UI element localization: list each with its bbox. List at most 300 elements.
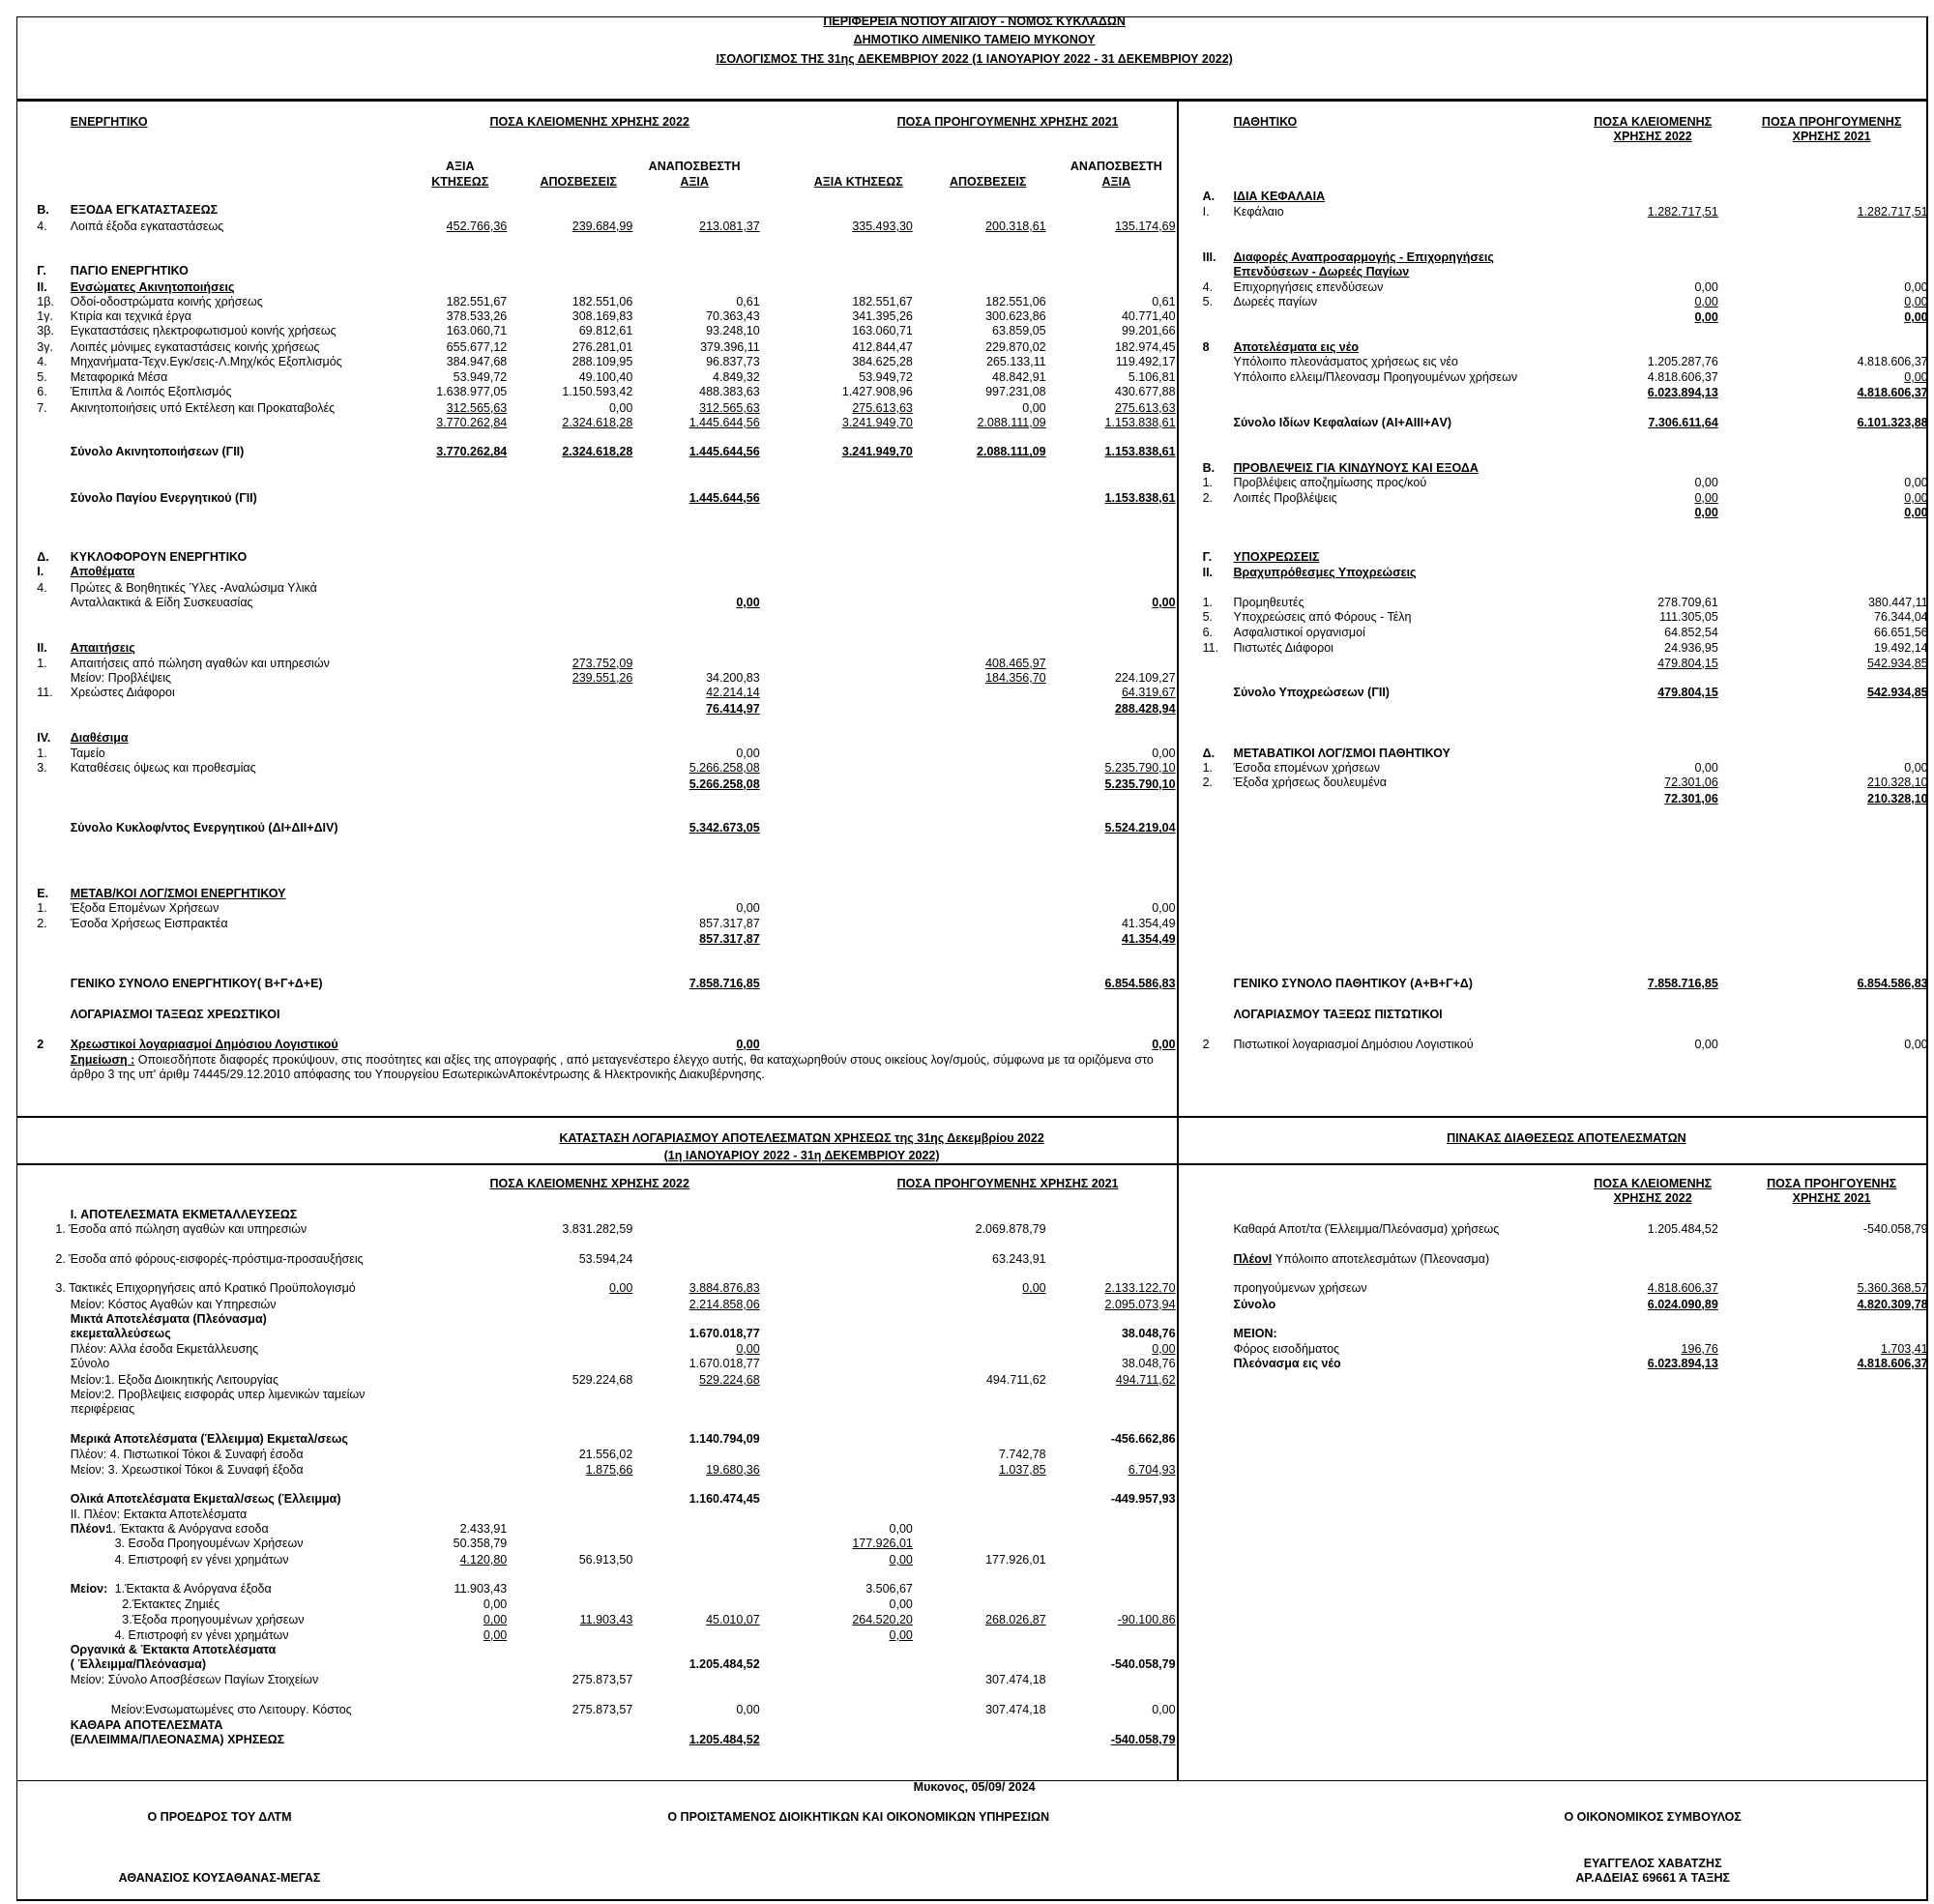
row-prefix: Πλέον:: [70, 1521, 110, 1536]
row-label: ΕΞΟΔΑ ΕΓΚΑΤΑΣΤΑΣΕΩΣ: [70, 203, 219, 218]
amount-cell: 4.818.606,37: [1857, 386, 1928, 400]
amount-cell: 1.282.717,51: [1857, 204, 1928, 219]
item-number: 2: [1202, 1037, 1210, 1051]
row-label: Σύνολο Ιδίων Κεφαλαίων (ΑΙ+ΑΙΙΙ+ΑV): [1233, 415, 1452, 429]
item-number: 6.: [37, 384, 47, 398]
row-label: Οδοί-οδοστρώματα κοινής χρήσεως: [70, 294, 263, 308]
amount-cell: 0,00: [1694, 760, 1718, 775]
income-title: ΚΑΤΑΣΤΑΣΗ ΛΟΓΑΡΙΑΣΜΟΥ ΑΠΟΤΕΛΕΣΜΑΤΩΝ ΧΡΗΣΕΩΣ της 31ης Δεκεμβρίου 2022: [559, 1130, 1044, 1145]
amount-cell: 177.926,01: [852, 1537, 913, 1551]
amount-cell: 1.703,41: [1880, 1341, 1928, 1356]
amount-cell: 4.818.606,37: [1857, 355, 1928, 369]
amount-cell: 1.140.794,09: [689, 1431, 760, 1446]
amount-cell: 0,00: [1904, 310, 1928, 325]
row-label: Υπόλοιπο ελλειμ/Πλεονασμ Προηγουμένων χρήσεων: [1233, 369, 1518, 384]
row-label: Μεταφορικά Μέσα: [70, 369, 168, 384]
amount-cell: 0,00: [889, 1521, 913, 1536]
amount-cell: 96.837,73: [706, 355, 760, 369]
amount-cell: 1.445.644,56: [689, 445, 760, 459]
amount-cell: 6.854.586,83: [1104, 977, 1176, 991]
item-number: 1.: [1202, 476, 1214, 490]
row-label: Μερικά Αποτελέσματα (Έλλειμμα) Εκμεταλ/σεως: [70, 1431, 348, 1446]
frame-left: [16, 16, 18, 1901]
item-number: 1.: [37, 746, 47, 760]
amount-cell: 6.024.090,89: [1647, 1297, 1718, 1311]
income-header-divider: [16, 1163, 1928, 1166]
amount-cell: 72.301,06: [1664, 791, 1718, 806]
item-number: IV.: [37, 731, 51, 746]
note-body: Οποιεσδήποτε διαφορές προκύψουν, στις ποσότητες και αξίες της απογραφής , από μεταγενέστερο έλεγχο αυτής, θα καταχωρηθούν στους οικείους λογ/σμούς, σύμφωνα με τα οριζόμενα στο άρθρο 3 της υπ' άριθμ 74445/29.12.2010 απόφασης του Υπουργείου ΕσωτερικώνΑποκέντρωσης & Ηλεκτρονικής Διακυβέρνησης.: [70, 1053, 1154, 1082]
item-number: Γ.: [37, 263, 46, 278]
amount-cell: 76.414,97: [706, 701, 760, 716]
item-number: Β.: [37, 203, 49, 218]
amount-cell: 2.133.122,70: [1104, 1281, 1176, 1296]
row-label: ΜΕΤΑΒΑΤΙΚΟΙ ΛΟΓ/ΣΜΟΙ ΠΑΘΗΤΙΚΟΥ: [1233, 746, 1450, 760]
row-label: Ταμείο: [70, 746, 105, 760]
statement-title: ΙΣΟΛΟΓΙΣΜΟΣ ΤΗΣ 31ης ΔΕΚΕΜΒΡΙΟΥ 2022 (1 ΙΑΝΟΥΑΡΙΟΥ 2022 - 31 ΔΕΚΕΜΒΡΙΟΥ 2022): [716, 51, 1233, 66]
row-label: Αποθέματα: [70, 565, 135, 579]
amount-cell: 5.235.790,10: [1104, 760, 1176, 775]
column-header: ΑΠΟΣΒΕΣΕΙΣ: [949, 175, 1027, 190]
item-number: III.: [1202, 249, 1216, 264]
amount-cell: 210.328,10: [1867, 776, 1928, 790]
row-label: εκεμεταλλεύσεως: [70, 1327, 171, 1341]
amount-cell: 0,00: [1152, 746, 1176, 760]
amount-cell: 182.551,67: [446, 294, 508, 308]
row-label: (ΕΛΛΕΙΜΜΑ/ΠΛΕΟΝΑΣΜΑ) ΧΡΗΣΕΩΣ: [70, 1733, 285, 1747]
column-header: ΑΞΙΑ: [445, 159, 475, 173]
item-number: 1.: [37, 656, 47, 670]
amount-cell: 5.266.258,08: [689, 760, 760, 775]
row-label: Κεφάλαιο: [1233, 204, 1284, 219]
row-label: Μείον:Ενσωματωμένες στο Λειτουργ. Κόστος: [110, 1703, 352, 1717]
item-number: Β.: [1202, 461, 1216, 476]
amount-cell: 0,00: [1694, 310, 1718, 325]
amount-cell: 1.670.018,77: [689, 1327, 760, 1341]
amount-cell: 7.742,78: [998, 1448, 1046, 1462]
amount-cell: 163.060,71: [446, 324, 508, 338]
amount-cell: 1.153.838,61: [1104, 490, 1176, 505]
amount-cell: 0,00: [483, 1596, 508, 1611]
item-number: 3γ.: [37, 340, 53, 355]
amount-cell: 0,00: [483, 1613, 508, 1627]
item-number: 2: [37, 1037, 44, 1051]
amount-cell: 200.318,61: [985, 220, 1046, 234]
row-label: Σύνολο Ακινητοποιήσεων (ΓΙΙ): [70, 445, 245, 459]
amount-cell: 4.849,32: [713, 369, 760, 384]
row-label: Λοιπές Προβλέψεις: [1233, 490, 1337, 505]
amount-cell: 63.243,91: [992, 1251, 1046, 1266]
amount-cell: 2.088.111,09: [977, 445, 1046, 459]
amount-cell: 1.445.644,56: [689, 490, 760, 505]
row-label: Οργανικά & Έκτακτα Αποτελέσματα: [70, 1642, 277, 1656]
amount-cell: 1.445.644,56: [689, 415, 760, 429]
amount-cell: 182.974,45: [1114, 340, 1176, 355]
place-date: Μυκονος, 05/09/ 2024: [913, 1779, 1036, 1794]
amount-cell: 1.037,85: [998, 1462, 1046, 1477]
row-label: Μικτά Αποτελέσματα (Πλεόνασμα): [70, 1312, 267, 1327]
item-number: 6.: [1202, 625, 1214, 639]
row-label: Πλεόνασμα εις νέο: [1233, 1357, 1341, 1371]
item-number: II.: [37, 279, 47, 294]
row-label: 1. Έσοδα από πώληση αγαθών και υπηρεσιών: [55, 1222, 308, 1237]
row-label: 1. Έκτακτα & Ανόργανα εσοδα: [105, 1521, 269, 1536]
income-subtitle: (1η ΙΑΝΟΥΑΡΙΟΥ 2022 - 31η ΔΕΚΕΜΒΡΙΟΥ 2022): [663, 1148, 940, 1162]
row-label: Πλέον: Αλλα έσοδα Εκμετάλλευσης: [70, 1341, 259, 1356]
item-number: Δ.: [37, 549, 49, 564]
amount-cell: 0,00: [1152, 901, 1176, 916]
amount-cell: 275.873,57: [571, 1703, 633, 1717]
row-label: ΠΡΟΒΛΕΨΕΙΣ ΓΙΑ ΚΙΝΔΥΝΟΥΣ ΚΑΙ ΕΞΟΔΑ: [1233, 461, 1479, 476]
amount-cell: 378.533,26: [446, 309, 508, 324]
signatory-3-name: ΕΥΑΓΓΕΛΟΣ ΧΑΒΑΤΖΗΣ: [1583, 1856, 1722, 1870]
amount-cell: 64.319,67: [1121, 686, 1176, 700]
amount-cell: 0,00: [1904, 760, 1928, 775]
row-label: Λοιπά έξοδα εγκαταστάσεως: [70, 220, 224, 234]
amount-cell: 1.205.484,52: [689, 1657, 760, 1672]
item-number: 2.: [37, 916, 47, 930]
liabilities-heading: ΠΑΘΗΤΙΚΟ: [1233, 114, 1298, 129]
amount-cell: 4.820.309,78: [1857, 1297, 1928, 1311]
signatory-1-title: Ο ΠΡΟΕΔΡΟΣ ΤΟΥ ΔΛΤΜ: [147, 1810, 292, 1825]
amount-cell: 76.344,04: [1874, 610, 1928, 625]
amount-cell: 335.493,30: [852, 220, 913, 234]
row-label: Προβλέψεις αποζημίωσης προς/κού: [1233, 476, 1427, 490]
amount-cell: 273.752,09: [571, 656, 633, 670]
amount-cell: 0,00: [889, 1596, 913, 1611]
amount-cell: 0,00: [1694, 505, 1718, 519]
amount-cell: 379.396,11: [700, 340, 760, 355]
item-number: II.: [1202, 566, 1214, 580]
row-label: Σύνολο: [70, 1357, 110, 1371]
amount-cell: 69.812,61: [578, 324, 633, 338]
row-label: Μείον:1. Εξοδα Διοικητικής Λειτουργίας: [70, 1372, 278, 1387]
assets-period-2021: ΠΟΣΑ ΠΡΟΗΓΟΥΜΕΝΗΣ ΧΡΗΣΗΣ 2021: [896, 114, 1119, 129]
amount-cell: 64.852,54: [1664, 625, 1718, 639]
amount-cell: 38.048,76: [1121, 1327, 1176, 1341]
amount-cell: 1.875,66: [585, 1462, 633, 1477]
disposal-title: ΠΙΝΑΚΑΣ ΔΙΑΘΕΣΕΩΣ ΑΠΟΤΕΛΕΣΜΑΤΩΝ: [1447, 1130, 1686, 1145]
col-header-2021: ΠΟΣΑ ΠΡΟΗΓΟΥΜΕΝΗΣ: [1761, 114, 1902, 129]
amount-cell: 2.324.618,28: [562, 445, 633, 459]
amount-cell: 0,00: [1904, 490, 1928, 505]
amount-cell: 494.711,62: [1115, 1372, 1176, 1387]
amount-cell: 1.153.838,61: [1104, 445, 1176, 459]
item-number: I.: [37, 565, 44, 579]
amount-cell: 0,00: [1904, 369, 1928, 384]
amount-cell: 41.354,49: [1121, 932, 1176, 947]
amount-cell: 380.447,11: [1867, 596, 1928, 610]
amount-cell: 0,00: [1694, 490, 1718, 505]
amount-cell: 7.306.611,64: [1648, 415, 1718, 429]
amount-cell: 0,00: [1152, 1341, 1176, 1356]
row-label: Μηχανήματα-Τεχν.Εγκ/σεις-Λ.Μηχ/κός Εξοπλισμός: [70, 355, 342, 369]
signatory-3-license: ΑΡ.ΑΔΕΙΑΣ 69661 Ά ΤΑΞΗΣ: [1575, 1870, 1730, 1885]
amount-cell: 24.936,95: [1664, 641, 1718, 656]
amount-cell: 0,00: [889, 1552, 913, 1567]
amount-cell: 0,00: [736, 596, 760, 610]
amount-cell: 268.026,87: [985, 1613, 1046, 1627]
amount-cell: 40.771,40: [1121, 309, 1176, 324]
row-label: Πιστωτικοί λογαριασμοί Δημόσιου Λογιστικού: [1233, 1037, 1474, 1051]
row-label: Δωρεές παγίων: [1233, 294, 1318, 308]
amount-cell: 1.205.287,76: [1647, 355, 1718, 369]
item-number: 7.: [37, 400, 47, 415]
amount-cell: 4.818.606,37: [1647, 369, 1718, 384]
amount-cell: 0,00: [1152, 1703, 1176, 1717]
item-number: 5.: [1202, 610, 1214, 625]
amount-cell: 452.766,36: [446, 220, 508, 234]
amount-cell: 488.383,63: [699, 384, 760, 398]
amount-cell: 19.680,36: [706, 1462, 760, 1477]
amount-cell: 163.060,71: [852, 324, 913, 338]
amount-cell: 45.010,07: [706, 1613, 760, 1627]
column-divider: [1177, 99, 1179, 1780]
row-label: Έπιπλα & Λοιπός Εξοπλισμός: [70, 384, 232, 398]
row-label: Διαφορές Αναπροσαρμογής - Επιχορηγήσεις: [1233, 249, 1494, 264]
item-number: 1γ.: [37, 309, 53, 324]
header-divider: [16, 99, 1928, 102]
amount-cell: 0,00: [1904, 279, 1928, 294]
row-prefix: ΠλέονΙ: [1233, 1251, 1273, 1266]
amount-cell: -540.058,79: [1110, 1733, 1176, 1747]
col-header-2022: ΠΟΣΑ ΚΛΕΙΟΜΕΝΗΣ: [1594, 1176, 1713, 1190]
amount-cell: 857.317,87: [699, 916, 760, 930]
amount-cell: 1.282.717,51: [1647, 204, 1718, 219]
amount-cell: 384.625,28: [852, 355, 913, 369]
amount-cell: 1.205.484,52: [1647, 1222, 1718, 1237]
amount-cell: 529.224,68: [699, 1372, 760, 1387]
row-label: Ακινητοποιήσεις υπό Εκτέλεση και Προκαταβολές: [70, 400, 336, 415]
row-label: Μείον: Προβλέψεις: [70, 670, 171, 685]
amount-cell: 2.095.073,94: [1104, 1297, 1176, 1311]
item-number: Α.: [1202, 190, 1216, 204]
amount-cell: 4.120,80: [459, 1552, 508, 1567]
amount-cell: 3.770.262,84: [436, 415, 508, 429]
item-number: 11.: [37, 686, 53, 700]
row-label: Επενδύσεων - Δωρεές Παγίων: [1233, 265, 1410, 279]
row-label: Φόρος εισοδήματος: [1233, 1341, 1340, 1356]
amount-cell: 1.670.018,77: [689, 1357, 760, 1371]
amount-cell: 479.804,15: [1657, 656, 1718, 670]
amount-cell: 0,00: [889, 1627, 913, 1642]
note-text: [71, 1053, 1163, 1082]
amount-cell: 655.677,12: [446, 340, 508, 355]
amount-cell: 275.613,63: [1114, 400, 1176, 415]
row-label: ΙΔΙΑ ΚΕΦΑΛΑΙΑ: [1233, 190, 1326, 204]
row-label: 1.Έκτακτα & Ανόργανα έξοδα: [114, 1582, 272, 1596]
amount-cell: 210.328,10: [1867, 791, 1928, 806]
row-label: 4. Επιστροφή εν γένει χρημάτων: [114, 1552, 289, 1567]
amount-cell: 184.356,70: [985, 670, 1046, 685]
amount-cell: 3.506,67: [865, 1582, 913, 1596]
row-label: περιφέρειας: [70, 1402, 135, 1417]
item-number: 3β.: [37, 324, 54, 338]
item-number: 2.: [1202, 490, 1214, 505]
amount-cell: 4.818.606,37: [1857, 1357, 1928, 1371]
row-label: Υπόλοιπο πλεονάσματος χρήσεως εις νέο: [1233, 355, 1458, 369]
row-label: Μείον:2. Προβλεψεις εισφοράς υπερ λιμενικών ταμείων: [70, 1387, 366, 1401]
amount-cell: 3.831.282,59: [562, 1222, 633, 1237]
item-number: Γ.: [1202, 549, 1213, 564]
item-number: 5.: [1202, 294, 1214, 308]
row-label: 2. Έσοδα από φόρους-εισφορές-πρόστιμα-προσαυξήσεις: [55, 1251, 364, 1266]
amount-cell: 307.474,18: [985, 1703, 1046, 1717]
amount-cell: 312.565,63: [699, 400, 760, 415]
row-label: 2.Έκτακτες Ζημιές: [122, 1596, 220, 1611]
row-label: ΠΑΓΙΟ ΕΝΕΡΓΗΤΙΚΟ: [70, 263, 189, 278]
row-label: 3.Έξοδα προηγουμένων χρήσεων: [122, 1613, 305, 1627]
amount-cell: -540.058,79: [1862, 1222, 1928, 1237]
amount-cell: 307.474,18: [985, 1672, 1046, 1686]
column-header: ΑΝΑΠΟΣΒΕΣΤΗ: [648, 159, 741, 173]
amount-cell: 0,00: [483, 1627, 508, 1642]
row-label: Χρεώστες Διάφοροι: [70, 686, 175, 700]
amount-cell: 0,00: [736, 1703, 760, 1717]
amount-cell: 19.492,14: [1874, 641, 1928, 656]
row-label: Σύνολο Υποχρεώσεων (ΓΙΙ): [1233, 686, 1390, 700]
amount-cell: 182.551,06: [985, 294, 1046, 308]
item-number: 3.: [37, 760, 47, 775]
row-label: Προμηθευτές: [1233, 596, 1304, 610]
col-header-2022: ΠΟΣΑ ΚΛΕΙΟΜΕΝΗΣ: [1594, 114, 1713, 129]
amount-cell: 11.903,43: [579, 1613, 633, 1627]
row-prefix: Μείον:: [70, 1582, 108, 1596]
row-label: Κτιρία και τεχνικά έργα: [70, 309, 191, 324]
row-label: Έσοδα Χρήσεως Εισπρακτέα: [70, 916, 228, 930]
amount-cell: 6.101.323,88: [1857, 415, 1928, 429]
amount-cell: 857.317,87: [699, 932, 760, 947]
amount-cell: 6.023.894,13: [1647, 386, 1718, 400]
amount-cell: 182.551,67: [852, 294, 913, 308]
amount-cell: 2.324.618,28: [562, 415, 633, 429]
item-number: Δ.: [1202, 746, 1216, 760]
amount-cell: 997.231,08: [985, 384, 1046, 398]
amount-cell: 341.395,26: [852, 309, 913, 324]
signatory-2-title: Ο ΠΡΟΙΣΤΑΜΕΝΟΣ ΔΙΟΙΚΗΤΙΚΩΝ ΚΑΙ ΟΙΚΟΝΟΜΙΚΩΝ ΥΠΗΡΕΣΙΩΝ: [667, 1810, 1050, 1825]
amount-cell: 1.150.593,42: [562, 384, 633, 398]
amount-cell: -456.662,86: [1110, 1431, 1176, 1446]
amount-cell: 111.305,05: [1659, 610, 1718, 625]
amount-cell: 430.677,88: [1114, 384, 1176, 398]
amount-cell: 213.081,37: [699, 220, 760, 234]
signatory-1-name: ΑΘΑΝΑΣΙΟΣ ΚΟΥΣΑΘΑΝΑΣ-ΜΕΓΑΣ: [118, 1870, 321, 1885]
amount-cell: 0,00: [1904, 1037, 1928, 1051]
amount-cell: 0,00: [1694, 294, 1718, 308]
row-label: Πρώτες & Βοηθητικές Ύλες -Αναλώσιμα Υλικά: [70, 580, 317, 595]
amount-cell: 5.524.219,04: [1104, 821, 1176, 835]
assets-heading: ΕΝΕΡΓΗΤΙΚΟ: [70, 114, 148, 129]
col-header-2021: ΠΟΣΑ ΠΡΟΗΓΟΥΕΝΗΣ: [1767, 1176, 1897, 1190]
amount-cell: 0,00: [608, 1281, 633, 1296]
col-header-2022: ΧΡΗΣΗΣ 2022: [1613, 129, 1692, 143]
frame-bottom: [16, 1899, 1928, 1901]
row-label: ΜΕΙΟΝ:: [1233, 1327, 1277, 1341]
amount-cell: 275.873,57: [571, 1672, 633, 1686]
amount-cell: 239.551,26: [571, 670, 633, 685]
row-label: Βραχυπρόθεσμες Υποχρεώσεις: [1233, 566, 1417, 580]
amount-cell: 542.934,85: [1867, 656, 1928, 670]
row-label: II. Πλέον: Εκτακτα Αποτελέσματα: [70, 1507, 248, 1521]
amount-cell: 1.160.474,45: [689, 1492, 760, 1507]
amount-cell: 3.884.876,83: [689, 1281, 760, 1296]
amount-cell: 72.301,06: [1664, 776, 1718, 790]
amount-cell: 312.565,63: [446, 400, 508, 415]
amount-cell: 63.859,05: [992, 324, 1046, 338]
amount-cell: 0,00: [1694, 476, 1718, 490]
amount-cell: 479.804,15: [1657, 686, 1718, 700]
row-label: Έξοδα Επομένων Χρήσεων: [70, 901, 220, 916]
row-label: ( Έλλειμμα/Πλεόνασμα): [70, 1657, 206, 1672]
amount-cell: 53.949,72: [859, 369, 913, 384]
item-number: Ε.: [37, 887, 49, 901]
amount-cell: 0,00: [736, 1341, 760, 1356]
row-label: ΓΕΝΙΚΟ ΣΥΝΟΛΟ ΕΝΕΡΓΗΤΙΚΟΥ( Β+Γ+Δ+Ε): [70, 977, 323, 991]
item-number: I.: [1202, 204, 1210, 219]
row-label: Ανταλλακτικά & Είδη Συσκευασίας: [70, 596, 253, 610]
item-number: 4.: [1202, 279, 1214, 294]
amount-cell: 66.651,56: [1874, 625, 1928, 639]
amount-cell: 7.858.716,85: [689, 977, 760, 991]
amount-cell: 6.704,93: [1128, 1462, 1176, 1477]
amount-cell: 42.214,14: [706, 686, 760, 700]
section-divider: [16, 1116, 1928, 1118]
row-label: Χρεωστικοί λογαριασμοί Δημόσιου Λογιστικού: [70, 1037, 338, 1051]
row-label: Αποτελέσματα εις νέο: [1233, 340, 1360, 355]
amount-cell: 34.200,83: [706, 670, 760, 685]
income-period-2021: ΠΟΣΑ ΠΡΟΗΓΟΥΜΕΝΗΣ ΧΡΗΣΗΣ 2021: [896, 1176, 1119, 1190]
amount-cell: 494.711,62: [985, 1372, 1046, 1387]
amount-cell: 288.428,94: [1114, 701, 1176, 716]
row-label: Μείον: 3. Χρεωστικοί Τόκοι & Συναφή έξοδα: [70, 1462, 304, 1477]
amount-cell: 135.174,69: [1114, 220, 1176, 234]
amount-cell: 0,00: [1022, 1281, 1046, 1296]
item-number: 11.: [1202, 641, 1219, 656]
amount-cell: 7.858.716,85: [1647, 977, 1718, 991]
amount-cell: 2.214.858,06: [689, 1297, 760, 1311]
column-header: ΑΞΙΑ: [1101, 175, 1131, 190]
amount-cell: 0,00: [1904, 294, 1928, 308]
amount-cell: 264.520,20: [852, 1613, 913, 1627]
column-header: ΑΝΑΠΟΣΒΕΣΤΗ: [1070, 159, 1162, 173]
row-label: Σύνολο Κυκλοφ/ντος Ενεργητικού (ΔΙ+ΔΙΙ+ΔΙV): [70, 821, 338, 835]
row-label: Υποχρεώσεις από Φόρους - Τέλη: [1233, 610, 1412, 625]
item-number: 4.: [37, 355, 47, 369]
row-label: Μείον: Σύνολο Αποσβέσεων Παγίων Στοιχείων: [70, 1672, 319, 1686]
amount-cell: 196,76: [1681, 1341, 1718, 1356]
row-label: Έσοδα επομένων χρήσεων: [1233, 760, 1381, 775]
amount-cell: 0,00: [1904, 476, 1928, 490]
amount-cell: 6.023.894,13: [1647, 1357, 1718, 1371]
amount-cell: 224.109,27: [1114, 670, 1176, 685]
amount-cell: 182.551,06: [571, 294, 633, 308]
amount-cell: -90.100,86: [1117, 1613, 1176, 1627]
amount-cell: 5.266.258,08: [689, 776, 760, 791]
col-header-2021: ΧΡΗΣΗΣ 2021: [1792, 129, 1871, 143]
signatory-3-title: Ο ΟΙΚΟΝΟΜΙΚΟΣ ΣΥΜΒΟΥΛΟΣ: [1564, 1810, 1742, 1825]
amount-cell: 276.281,01: [571, 340, 633, 355]
assets-period-2022: ΠΟΣΑ ΚΛΕΙΟΜΕΝΗΣ ΧΡΗΣΗΣ 2022: [489, 114, 689, 129]
row-label: Υπόλοιπο αποτελεσμάτων (Πλεονασμα): [1275, 1251, 1490, 1266]
fund-title: ΔΗΜΟΤΙΚΟ ΛΙΜΕΝΙΚΟ ΤΑΜΕΙΟ ΜΥΚΟΝΟΥ: [853, 33, 1096, 47]
row-label: Μείον: Κόστος Αγαθών και Υπηρεσιών: [70, 1297, 277, 1311]
row-label: Καθαρά Αποτ/τα (Έλλειμμα/Πλεόνασμα) χρήσεως: [1233, 1222, 1500, 1237]
amount-cell: 412.844,47: [852, 340, 913, 355]
amount-cell: 21.556,02: [578, 1448, 633, 1462]
row-label: ΚΑΘΑΡΑ ΑΠΟΤΕΛΕΣΜΑΤΑ: [70, 1717, 223, 1732]
amount-cell: 0,00: [1022, 400, 1046, 415]
row-label: Σύνολο Παγίου Ενεργητικού (ΓΙΙ): [70, 490, 257, 505]
